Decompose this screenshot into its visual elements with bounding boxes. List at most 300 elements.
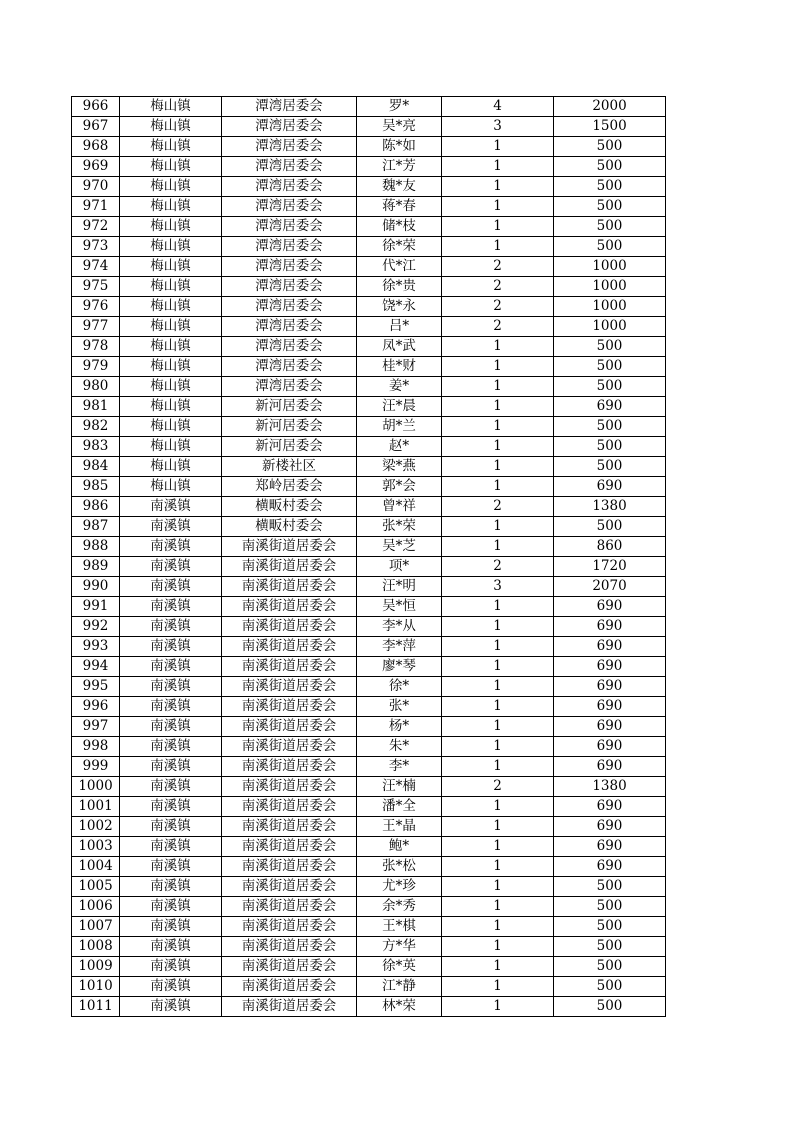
amount-cell: 500 <box>554 417 666 437</box>
name-cell: 汪*晨 <box>357 397 442 417</box>
count-cell: 1 <box>442 377 554 397</box>
amount-cell: 2070 <box>554 577 666 597</box>
name-cell: 朱* <box>357 737 442 757</box>
amount-cell: 500 <box>554 457 666 477</box>
town-cell: 南溪镇 <box>120 797 222 817</box>
count-cell: 1 <box>442 697 554 717</box>
amount-cell: 690 <box>554 677 666 697</box>
table-row <box>72 257 666 277</box>
row-number-cell: 982 <box>72 417 120 437</box>
town-cell: 梅山镇 <box>120 217 222 237</box>
committee-cell: 南溪街道居委会 <box>222 997 357 1017</box>
table-row <box>72 477 666 497</box>
count-cell: 1 <box>442 817 554 837</box>
row-number-cell: 999 <box>72 757 120 777</box>
row-number-cell: 992 <box>72 617 120 637</box>
row-number-cell: 990 <box>72 577 120 597</box>
table-row <box>72 797 666 817</box>
count-cell: 1 <box>442 397 554 417</box>
committee-cell: 潭湾居委会 <box>222 157 357 177</box>
committee-cell: 南溪街道居委会 <box>222 977 357 997</box>
town-cell: 南溪镇 <box>120 617 222 637</box>
town-cell: 梅山镇 <box>120 237 222 257</box>
committee-cell: 南溪街道居委会 <box>222 657 357 677</box>
row-number-cell: 991 <box>72 597 120 617</box>
town-cell: 梅山镇 <box>120 457 222 477</box>
name-cell: 徐* <box>357 677 442 697</box>
count-cell: 1 <box>442 977 554 997</box>
town-cell: 南溪镇 <box>120 877 222 897</box>
town-cell: 南溪镇 <box>120 777 222 797</box>
committee-cell: 南溪街道居委会 <box>222 597 357 617</box>
row-number-cell: 974 <box>72 257 120 277</box>
name-cell: 储*枝 <box>357 217 442 237</box>
name-cell: 林*荣 <box>357 997 442 1017</box>
committee-cell: 南溪街道居委会 <box>222 537 357 557</box>
name-cell: 杨* <box>357 717 442 737</box>
table-row <box>72 157 666 177</box>
town-cell: 梅山镇 <box>120 117 222 137</box>
committee-cell: 南溪街道居委会 <box>222 717 357 737</box>
row-number-cell: 971 <box>72 197 120 217</box>
count-cell: 2 <box>442 497 554 517</box>
count-cell: 1 <box>442 337 554 357</box>
town-cell: 南溪镇 <box>120 497 222 517</box>
count-cell: 1 <box>442 637 554 657</box>
count-cell: 1 <box>442 477 554 497</box>
row-number-cell: 968 <box>72 137 120 157</box>
town-cell: 梅山镇 <box>120 277 222 297</box>
amount-cell: 1000 <box>554 297 666 317</box>
name-cell: 徐*英 <box>357 957 442 977</box>
table-row <box>72 517 666 537</box>
name-cell: 郭*会 <box>357 477 442 497</box>
town-cell: 南溪镇 <box>120 517 222 537</box>
town-cell: 梅山镇 <box>120 157 222 177</box>
committee-cell: 潭湾居委会 <box>222 357 357 377</box>
count-cell: 3 <box>442 577 554 597</box>
name-cell: 陈*如 <box>357 137 442 157</box>
amount-cell: 500 <box>554 177 666 197</box>
amount-cell: 500 <box>554 997 666 1017</box>
amount-cell: 500 <box>554 157 666 177</box>
name-cell: 曾*祥 <box>357 497 442 517</box>
amount-cell: 1000 <box>554 317 666 337</box>
committee-cell: 南溪街道居委会 <box>222 617 357 637</box>
table-row <box>72 97 666 117</box>
table-row <box>72 997 666 1017</box>
name-cell: 项* <box>357 557 442 577</box>
committee-cell: 南溪街道居委会 <box>222 737 357 757</box>
town-cell: 南溪镇 <box>120 837 222 857</box>
town-cell: 南溪镇 <box>120 657 222 677</box>
town-cell: 南溪镇 <box>120 977 222 997</box>
row-number-cell: 981 <box>72 397 120 417</box>
committee-cell: 南溪街道居委会 <box>222 637 357 657</box>
count-cell: 2 <box>442 297 554 317</box>
name-cell: 张* <box>357 697 442 717</box>
amount-cell: 2000 <box>554 97 666 117</box>
row-number-cell: 1011 <box>72 997 120 1017</box>
row-number-cell: 970 <box>72 177 120 197</box>
count-cell: 1 <box>442 177 554 197</box>
committee-cell: 潭湾居委会 <box>222 257 357 277</box>
table-row <box>72 117 666 137</box>
count-cell: 1 <box>442 417 554 437</box>
committee-cell: 横畈村委会 <box>222 497 357 517</box>
name-cell: 江*芳 <box>357 157 442 177</box>
town-cell: 梅山镇 <box>120 257 222 277</box>
table-row <box>72 757 666 777</box>
table-row <box>72 777 666 797</box>
amount-cell: 690 <box>554 757 666 777</box>
amount-cell: 690 <box>554 817 666 837</box>
table-row <box>72 677 666 697</box>
table-row <box>72 617 666 637</box>
count-cell: 1 <box>442 597 554 617</box>
town-cell: 梅山镇 <box>120 137 222 157</box>
count-cell: 1 <box>442 757 554 777</box>
data-table <box>71 96 666 1017</box>
count-cell: 1 <box>442 677 554 697</box>
name-cell: 代*江 <box>357 257 442 277</box>
committee-cell: 南溪街道居委会 <box>222 777 357 797</box>
name-cell: 汪*楠 <box>357 777 442 797</box>
row-number-cell: 984 <box>72 457 120 477</box>
name-cell: 王*晶 <box>357 817 442 837</box>
table-row <box>72 717 666 737</box>
amount-cell: 500 <box>554 957 666 977</box>
town-cell: 南溪镇 <box>120 817 222 837</box>
town-cell: 梅山镇 <box>120 337 222 357</box>
amount-cell: 1000 <box>554 257 666 277</box>
name-cell: 梁*燕 <box>357 457 442 477</box>
table-row <box>72 397 666 417</box>
amount-cell: 500 <box>554 357 666 377</box>
row-number-cell: 1010 <box>72 977 120 997</box>
town-cell: 梅山镇 <box>120 177 222 197</box>
amount-cell: 860 <box>554 537 666 557</box>
town-cell: 南溪镇 <box>120 917 222 937</box>
committee-cell: 新河居委会 <box>222 417 357 437</box>
committee-cell: 潭湾居委会 <box>222 137 357 157</box>
committee-cell: 南溪街道居委会 <box>222 957 357 977</box>
town-cell: 南溪镇 <box>120 537 222 557</box>
table-row <box>72 957 666 977</box>
committee-cell: 南溪街道居委会 <box>222 897 357 917</box>
row-number-cell: 979 <box>72 357 120 377</box>
name-cell: 鲍* <box>357 837 442 857</box>
row-number-cell: 1000 <box>72 777 120 797</box>
town-cell: 南溪镇 <box>120 897 222 917</box>
committee-cell: 潭湾居委会 <box>222 377 357 397</box>
count-cell: 1 <box>442 917 554 937</box>
row-number-cell: 996 <box>72 697 120 717</box>
committee-cell: 南溪街道居委会 <box>222 557 357 577</box>
amount-cell: 690 <box>554 597 666 617</box>
town-cell: 梅山镇 <box>120 397 222 417</box>
name-cell: 凤*武 <box>357 337 442 357</box>
table-row <box>72 897 666 917</box>
town-cell: 南溪镇 <box>120 937 222 957</box>
count-cell: 1 <box>442 717 554 737</box>
committee-cell: 南溪街道居委会 <box>222 937 357 957</box>
count-cell: 2 <box>442 257 554 277</box>
amount-cell: 500 <box>554 377 666 397</box>
table-row <box>72 217 666 237</box>
committee-cell: 新河居委会 <box>222 397 357 417</box>
name-cell: 胡*兰 <box>357 417 442 437</box>
table-row <box>72 597 666 617</box>
committee-cell: 南溪街道居委会 <box>222 757 357 777</box>
amount-cell: 1000 <box>554 277 666 297</box>
town-cell: 南溪镇 <box>120 597 222 617</box>
table-row <box>72 237 666 257</box>
name-cell: 姜* <box>357 377 442 397</box>
table-row <box>72 357 666 377</box>
name-cell: 桂*财 <box>357 357 442 377</box>
count-cell: 1 <box>442 617 554 637</box>
amount-cell: 500 <box>554 917 666 937</box>
name-cell: 吴*恒 <box>357 597 442 617</box>
row-number-cell: 1008 <box>72 937 120 957</box>
committee-cell: 南溪街道居委会 <box>222 797 357 817</box>
name-cell: 吕* <box>357 317 442 337</box>
count-cell: 1 <box>442 997 554 1017</box>
row-number-cell: 976 <box>72 297 120 317</box>
amount-cell: 1380 <box>554 497 666 517</box>
table-row <box>72 137 666 157</box>
row-number-cell: 1009 <box>72 957 120 977</box>
row-number-cell: 988 <box>72 537 120 557</box>
row-number-cell: 1005 <box>72 877 120 897</box>
amount-cell: 500 <box>554 517 666 537</box>
row-number-cell: 972 <box>72 217 120 237</box>
town-cell: 梅山镇 <box>120 357 222 377</box>
amount-cell: 690 <box>554 477 666 497</box>
table-row <box>72 317 666 337</box>
committee-cell: 潭湾居委会 <box>222 217 357 237</box>
count-cell: 4 <box>442 97 554 117</box>
amount-cell: 1380 <box>554 777 666 797</box>
committee-cell: 南溪街道居委会 <box>222 577 357 597</box>
row-number-cell: 1003 <box>72 837 120 857</box>
name-cell: 廖*琴 <box>357 657 442 677</box>
row-number-cell: 993 <box>72 637 120 657</box>
committee-cell: 南溪街道居委会 <box>222 917 357 937</box>
committee-cell: 新楼社区 <box>222 457 357 477</box>
row-number-cell: 995 <box>72 677 120 697</box>
table-row <box>72 537 666 557</box>
committee-cell: 南溪街道居委会 <box>222 817 357 837</box>
name-cell: 尤*珍 <box>357 877 442 897</box>
table-row <box>72 937 666 957</box>
count-cell: 1 <box>442 537 554 557</box>
count-cell: 2 <box>442 777 554 797</box>
table-row <box>72 497 666 517</box>
amount-cell: 500 <box>554 877 666 897</box>
row-number-cell: 986 <box>72 497 120 517</box>
count-cell: 1 <box>442 877 554 897</box>
table-row <box>72 657 666 677</box>
table-body <box>72 97 666 1017</box>
table-row <box>72 437 666 457</box>
committee-cell: 潭湾居委会 <box>222 117 357 137</box>
town-cell: 南溪镇 <box>120 857 222 877</box>
count-cell: 1 <box>442 837 554 857</box>
town-cell: 南溪镇 <box>120 557 222 577</box>
row-number-cell: 973 <box>72 237 120 257</box>
town-cell: 梅山镇 <box>120 97 222 117</box>
amount-cell: 690 <box>554 837 666 857</box>
committee-cell: 潭湾居委会 <box>222 317 357 337</box>
committee-cell: 潭湾居委会 <box>222 97 357 117</box>
count-cell: 1 <box>442 857 554 877</box>
committee-cell: 南溪街道居委会 <box>222 877 357 897</box>
name-cell: 徐*贵 <box>357 277 442 297</box>
row-number-cell: 977 <box>72 317 120 337</box>
name-cell: 张*荣 <box>357 517 442 537</box>
committee-cell: 潭湾居委会 <box>222 177 357 197</box>
count-cell: 1 <box>442 737 554 757</box>
count-cell: 3 <box>442 117 554 137</box>
row-number-cell: 966 <box>72 97 120 117</box>
name-cell: 余*秀 <box>357 897 442 917</box>
committee-cell: 横畈村委会 <box>222 517 357 537</box>
town-cell: 南溪镇 <box>120 577 222 597</box>
count-cell: 2 <box>442 277 554 297</box>
row-number-cell: 1006 <box>72 897 120 917</box>
amount-cell: 500 <box>554 437 666 457</box>
amount-cell: 690 <box>554 637 666 657</box>
town-cell: 南溪镇 <box>120 697 222 717</box>
count-cell: 1 <box>442 957 554 977</box>
name-cell: 罗* <box>357 97 442 117</box>
amount-cell: 500 <box>554 337 666 357</box>
town-cell: 梅山镇 <box>120 417 222 437</box>
row-number-cell: 983 <box>72 437 120 457</box>
table-row <box>72 417 666 437</box>
committee-cell: 郑岭居委会 <box>222 477 357 497</box>
row-number-cell: 994 <box>72 657 120 677</box>
table-row <box>72 337 666 357</box>
town-cell: 梅山镇 <box>120 377 222 397</box>
row-number-cell: 987 <box>72 517 120 537</box>
name-cell: 李* <box>357 757 442 777</box>
amount-cell: 500 <box>554 237 666 257</box>
amount-cell: 500 <box>554 937 666 957</box>
amount-cell: 690 <box>554 717 666 737</box>
name-cell: 赵* <box>357 437 442 457</box>
count-cell: 1 <box>442 137 554 157</box>
amount-cell: 1720 <box>554 557 666 577</box>
name-cell: 吴*亮 <box>357 117 442 137</box>
table-row <box>72 977 666 997</box>
name-cell: 方*华 <box>357 937 442 957</box>
amount-cell: 690 <box>554 697 666 717</box>
table-row <box>72 857 666 877</box>
town-cell: 梅山镇 <box>120 477 222 497</box>
amount-cell: 500 <box>554 197 666 217</box>
town-cell: 南溪镇 <box>120 757 222 777</box>
table-row <box>72 877 666 897</box>
row-number-cell: 998 <box>72 737 120 757</box>
row-number-cell: 980 <box>72 377 120 397</box>
amount-cell: 690 <box>554 797 666 817</box>
count-cell: 1 <box>442 657 554 677</box>
name-cell: 徐*荣 <box>357 237 442 257</box>
committee-cell: 潭湾居委会 <box>222 277 357 297</box>
amount-cell: 690 <box>554 857 666 877</box>
amount-cell: 690 <box>554 397 666 417</box>
name-cell: 吴*芝 <box>357 537 442 557</box>
table-row <box>72 297 666 317</box>
row-number-cell: 1001 <box>72 797 120 817</box>
count-cell: 1 <box>442 217 554 237</box>
row-number-cell: 989 <box>72 557 120 577</box>
name-cell: 李*从 <box>357 617 442 637</box>
name-cell: 蒋*春 <box>357 197 442 217</box>
committee-cell: 南溪街道居委会 <box>222 837 357 857</box>
town-cell: 南溪镇 <box>120 717 222 737</box>
committee-cell: 潭湾居委会 <box>222 197 357 217</box>
name-cell: 张*松 <box>357 857 442 877</box>
committee-cell: 南溪街道居委会 <box>222 857 357 877</box>
town-cell: 南溪镇 <box>120 677 222 697</box>
town-cell: 南溪镇 <box>120 637 222 657</box>
committee-cell: 潭湾居委会 <box>222 337 357 357</box>
row-number-cell: 997 <box>72 717 120 737</box>
row-number-cell: 969 <box>72 157 120 177</box>
count-cell: 1 <box>442 457 554 477</box>
count-cell: 1 <box>442 237 554 257</box>
town-cell: 南溪镇 <box>120 737 222 757</box>
row-number-cell: 967 <box>72 117 120 137</box>
amount-cell: 690 <box>554 617 666 637</box>
amount-cell: 500 <box>554 977 666 997</box>
table-row <box>72 557 666 577</box>
count-cell: 1 <box>442 197 554 217</box>
amount-cell: 500 <box>554 217 666 237</box>
count-cell: 1 <box>442 157 554 177</box>
row-number-cell: 1004 <box>72 857 120 877</box>
name-cell: 李*萍 <box>357 637 442 657</box>
name-cell: 王*棋 <box>357 917 442 937</box>
row-number-cell: 1007 <box>72 917 120 937</box>
name-cell: 魏*友 <box>357 177 442 197</box>
town-cell: 梅山镇 <box>120 437 222 457</box>
table-row <box>72 577 666 597</box>
town-cell: 梅山镇 <box>120 317 222 337</box>
committee-cell: 潭湾居委会 <box>222 237 357 257</box>
table-row <box>72 377 666 397</box>
name-cell: 汪*明 <box>357 577 442 597</box>
amount-cell: 690 <box>554 657 666 677</box>
row-number-cell: 975 <box>72 277 120 297</box>
count-cell: 1 <box>442 357 554 377</box>
town-cell: 梅山镇 <box>120 297 222 317</box>
count-cell: 2 <box>442 317 554 337</box>
town-cell: 南溪镇 <box>120 957 222 977</box>
count-cell: 2 <box>442 557 554 577</box>
row-number-cell: 978 <box>72 337 120 357</box>
committee-cell: 南溪街道居委会 <box>222 677 357 697</box>
table-row <box>72 837 666 857</box>
table-row <box>72 637 666 657</box>
name-cell: 饶*永 <box>357 297 442 317</box>
town-cell: 梅山镇 <box>120 197 222 217</box>
amount-cell: 500 <box>554 897 666 917</box>
